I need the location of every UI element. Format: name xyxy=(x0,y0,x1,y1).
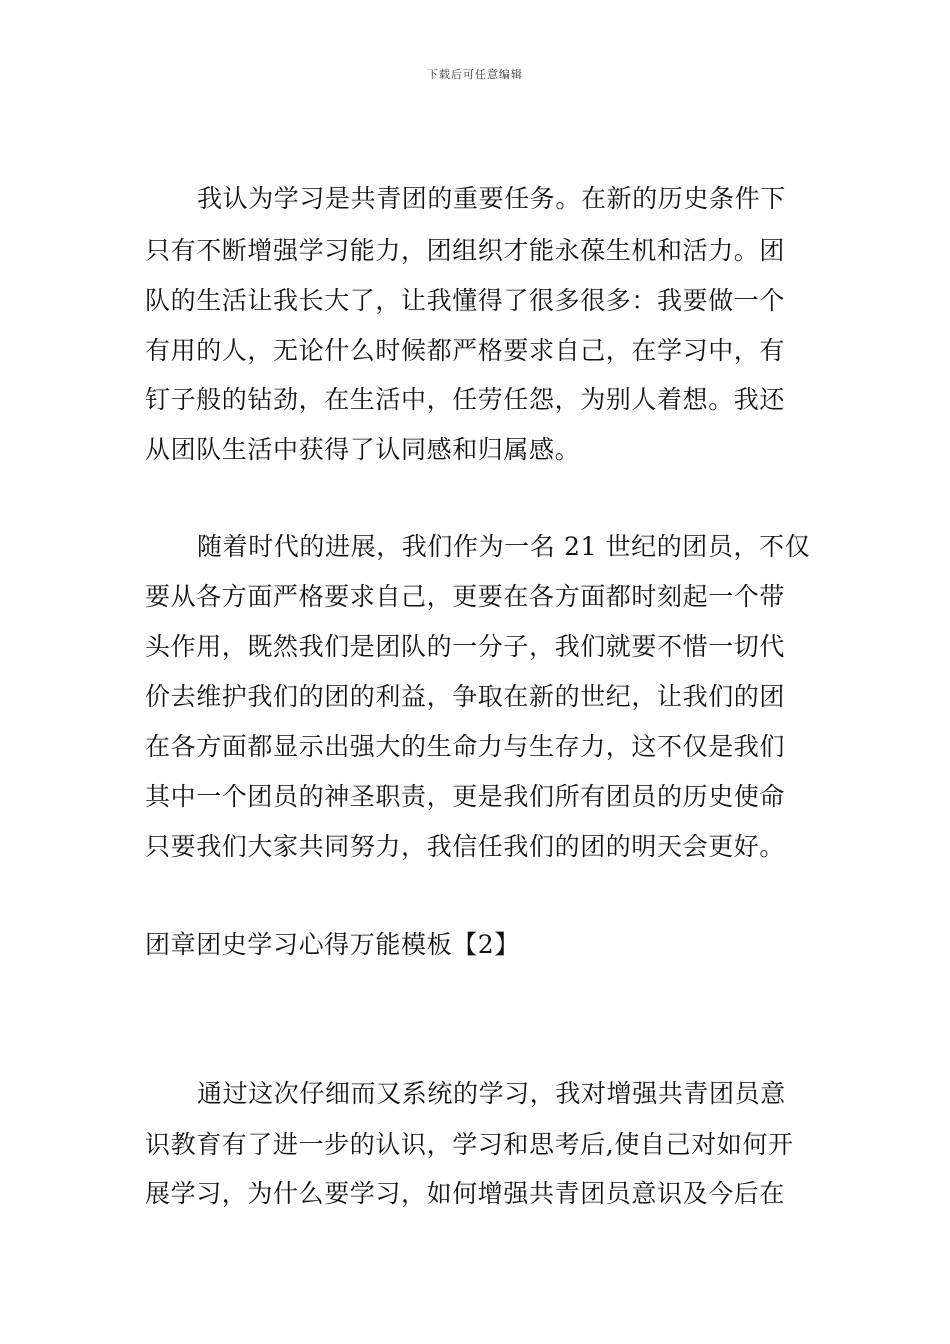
paragraph1-line-5: 钉子般的钻劲，在生活中，任劳任怨，为别人着想。我还 xyxy=(145,385,786,414)
paragraph2-line-5: 在各方面都显示出强大的生命力与生存力，这不仅是我们 xyxy=(145,732,786,761)
header-note: 下载后可任意编辑 xyxy=(427,68,523,81)
paragraph3-line-2: 识教育有了进一步的认识，学习和思考后,使自己对如何开 xyxy=(145,1130,794,1159)
paragraph3-line-1: 通过这次仔细而又系统的学习，我对增强共青团员意 xyxy=(197,1079,786,1108)
paragraph3-line-3: 展学习，为什么要学习，如何增强共青团员意识及今后在 xyxy=(145,1179,786,1208)
paragraph1-line-3: 队的生活让我长大了，让我懂得了很多很多：我要做一个 xyxy=(145,286,786,315)
section-heading: 团章团史学习心得万能模板【2】 xyxy=(145,930,520,959)
paragraph2-line-2: 要从各方面严格要求自己，更要在各方面都时刻起一个带 xyxy=(145,582,786,611)
paragraph1-line-2: 只有不断增强学习能力，团组织才能永葆生机和活力。团 xyxy=(145,236,786,265)
paragraph2-line-4: 价去维护我们的团的利益，争取在新的世纪，让我们的团 xyxy=(145,682,786,711)
paragraph1-line-6: 从团队生活中获得了认同感和归属感。 xyxy=(145,435,581,464)
paragraph2-line-6: 其中一个团员的神圣职责，更是我们所有团员的历史使命 xyxy=(145,782,786,811)
paragraph1-line-1: 我认为学习是共青团的重要任务。在新的历史条件下 xyxy=(197,184,786,213)
paragraph2-line-3: 头作用，既然我们是团队的一分子，我们就要不惜一切代 xyxy=(145,632,786,661)
paragraph2-line-7: 只要我们大家共同努力，我信任我们的团的明天会更好。 xyxy=(145,832,786,861)
paragraph2-line-1: 随着时代的进展，我们作为一名 21 世纪的团员，不仅 xyxy=(197,532,811,561)
paragraph1-line-4: 有用的人，无论什么时候都严格要求自己，在学习中，有 xyxy=(145,336,786,365)
